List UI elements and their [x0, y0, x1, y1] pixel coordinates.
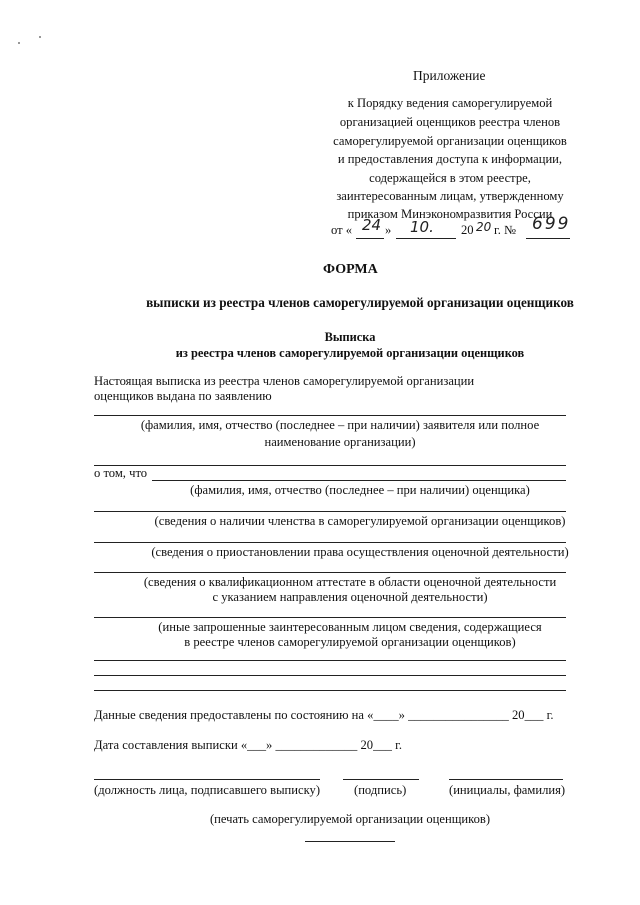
appendix-line: к Порядку ведения саморегулируемой: [347, 96, 553, 110]
data-as-of: Данные сведения предоставлены по состоянию на «____» ________________ 20___ г.: [94, 708, 554, 722]
order-mid: »: [385, 223, 392, 237]
blank-line: [94, 675, 566, 676]
applicant-caption: наименование организации): [264, 435, 416, 449]
signature-field-line: [343, 779, 419, 780]
appendix-line: приказом Минэкономразвития России: [347, 207, 553, 221]
other-caption: (иные запрошенные заинтересованным лицом сведения, содержащиеся: [158, 620, 542, 634]
certificate-caption: (сведения о квалификационном аттестате в области оценочной деятельности: [143, 575, 557, 589]
position-caption: (должность лица, подписавшего выписку): [94, 783, 321, 797]
extract-title: Выписка: [324, 330, 376, 344]
membership-caption: (сведения о наличии членства в саморегулируемой организации оценщиков): [154, 514, 566, 528]
appendix-line: содержащейся в этом реестре,: [369, 171, 531, 185]
form-heading: ФОРМА: [323, 262, 378, 277]
scan-speck: [18, 42, 20, 44]
appendix-line: и предоставления доступа к информации,: [337, 152, 563, 166]
about-label: о том, что: [94, 466, 148, 480]
seal-caption: (печать саморегулируемой организации оценщиков): [209, 812, 491, 826]
order-prefix: от «: [331, 223, 353, 237]
order-day-underline: [356, 238, 384, 239]
scan-speck: [39, 36, 41, 38]
order-year: 20: [476, 220, 492, 234]
blank-line: [94, 690, 566, 691]
appraiser-caption: (фамилия, имя, отчество (последнее – при наличии) оценщика): [190, 483, 530, 497]
blank-line: [94, 465, 566, 466]
other-caption: в реестре членов саморегулируемой организации оценщиков): [184, 635, 516, 649]
membership-field-line: [94, 511, 566, 512]
suspension-field-line: [94, 542, 566, 543]
appendix-line: заинтересованным лицам, утвержденному: [336, 189, 564, 203]
initials-caption: (инициалы, фамилия): [449, 783, 566, 797]
order-year-prefix: 20: [461, 223, 474, 237]
intro-line: оценщиков выдана по заявлению: [94, 389, 272, 403]
order-number-underline: [526, 238, 570, 239]
intro-line: Настоящая выписка из реестра членов саморегулируемой организации: [94, 374, 475, 388]
blank-line: [94, 660, 566, 661]
extract-subtitle: из реестра членов саморегулируемой организации оценщиков: [175, 346, 525, 360]
order-month-underline: [396, 238, 456, 239]
order-year-suffix: г. №: [494, 223, 517, 237]
appendix-title: Приложение: [413, 68, 486, 83]
applicant-field-line: [94, 415, 566, 416]
suspension-caption: (сведения о приостановлении права осуществления оценочной деятельности): [151, 545, 569, 559]
compiled-date: Дата составления выписки «___» _____________ 20___ г.: [94, 738, 403, 752]
other-field-line: [94, 617, 566, 618]
applicant-caption: (фамилия, имя, отчество (последнее – при наличии) заявителя или полное: [140, 418, 540, 432]
position-field-line: [94, 779, 320, 780]
appraiser-field-line: [152, 480, 566, 481]
order-month: 10.: [410, 218, 434, 236]
order-number: 699: [532, 214, 571, 234]
seal-underline: [305, 841, 395, 842]
appendix-line: организацией оценщиков реестра членов: [339, 115, 561, 129]
initials-field-line: [449, 779, 563, 780]
order-day: 24: [362, 216, 382, 234]
certificate-caption: с указанием направления оценочной деятельности): [212, 590, 488, 604]
signature-caption: (подпись): [354, 783, 407, 797]
form-subheading: выписки из реестра членов саморегулируемой организации оценщиков: [146, 295, 574, 310]
appendix-line: саморегулируемой организации оценщиков: [333, 134, 567, 148]
certificate-field-line: [94, 572, 566, 573]
